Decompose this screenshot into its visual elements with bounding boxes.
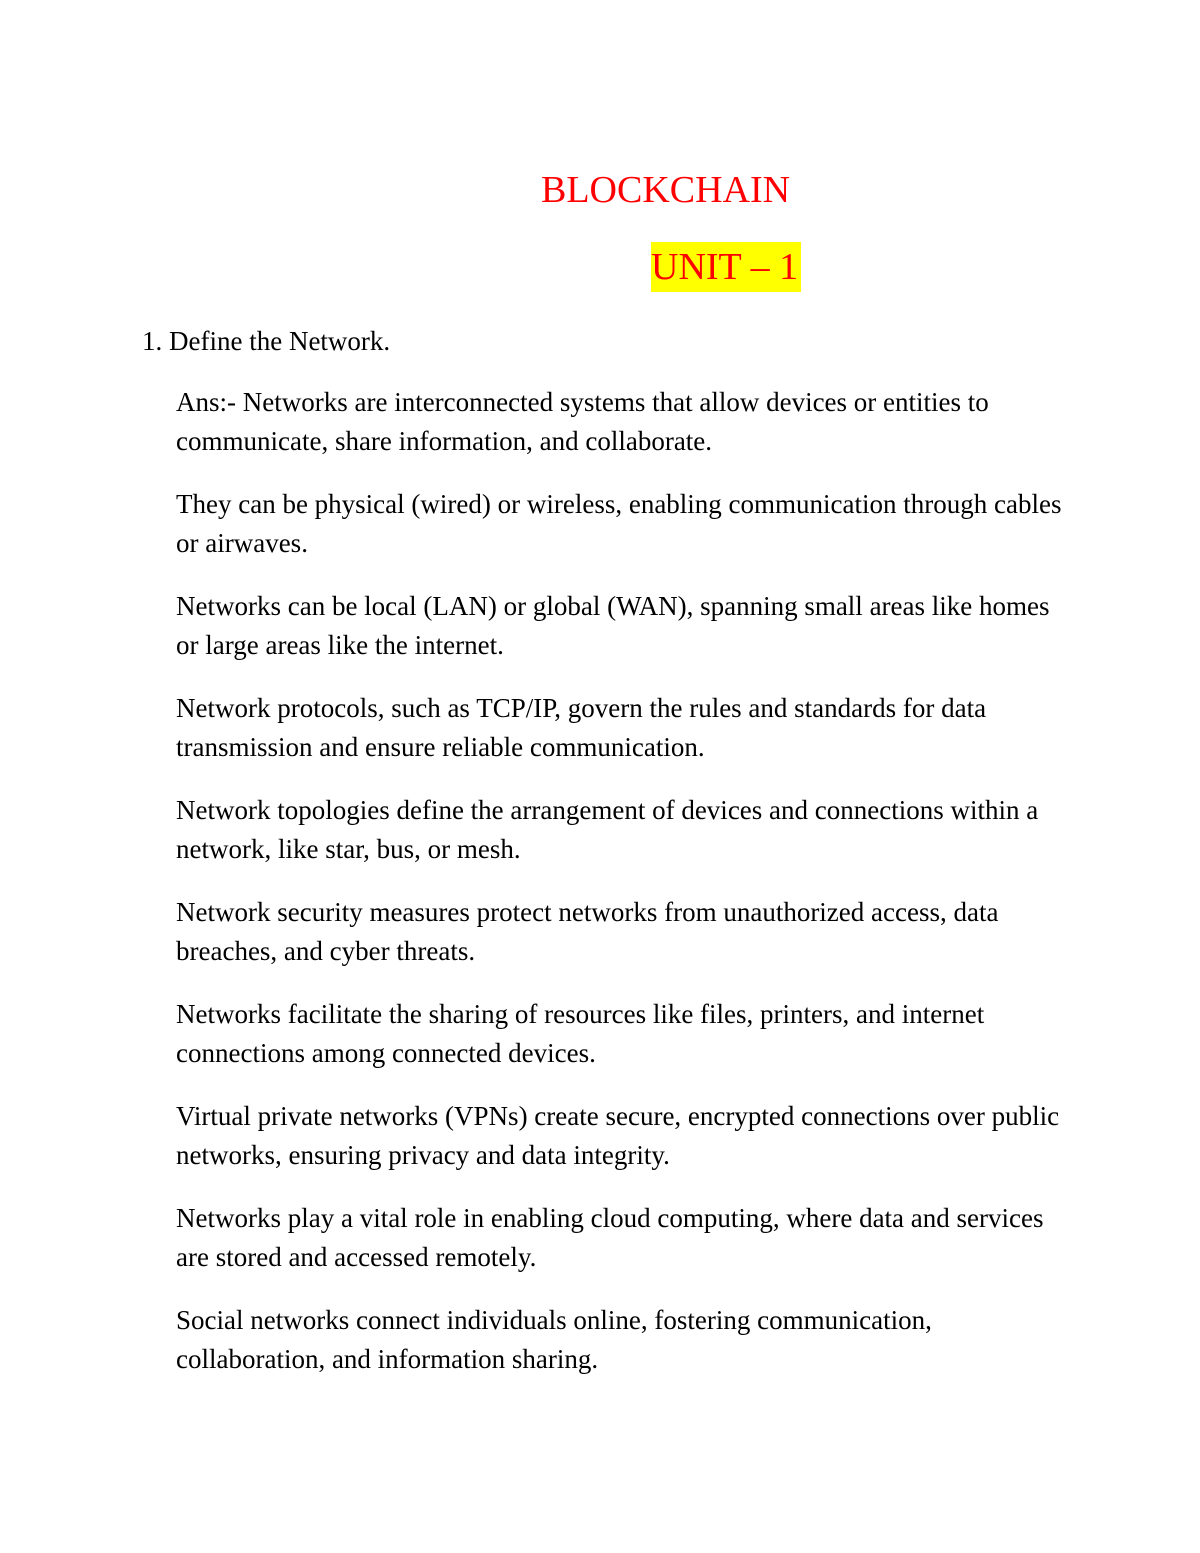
answer-paragraph: Networks can be local (LAN) or global (WAN), spanning small areas like homes or large areas like the internet. (176, 591, 1050, 660)
answer-paragraph: Virtual private networks (VPNs) create secure, encrypted connections over public networks, ensuring privacy and data integrity. (176, 1101, 1060, 1170)
answer-paragraph: They can be physical (wired) or wireless, enabling communication through cables or airwaves. (176, 489, 1062, 558)
question-text: 1. Define the Network. (142, 326, 391, 356)
document-title: BLOCKCHAIN (541, 169, 791, 211)
answer-list (176, 383, 1076, 1403)
answer-paragraph: Network protocols, such as TCP/IP, govern the rules and standards for data transmission and ensure reliable communication. (176, 693, 987, 762)
answer-paragraph: Network topologies define the arrangement of devices and connections within a network, like star, bus, or mesh. (176, 795, 1039, 864)
answer-paragraph: Network security measures protect networks from unauthorized access, data breaches, and cyber threats. (176, 897, 999, 966)
answer-paragraph: Ans:- Networks are interconnected systems that allow devices or entities to communicate, share information, and collaborate. (176, 387, 989, 456)
answer-paragraph: Networks facilitate the sharing of resources like files, printers, and internet connections among connected devices. (176, 999, 985, 1068)
answer-paragraph: Networks play a vital role in enabling cloud computing, where data and services are stored and accessed remotely. (176, 1203, 1044, 1272)
answer-paragraph: Social networks connect individuals online, fostering communication, collaboration, and information sharing. (176, 1305, 932, 1374)
unit-heading: UNIT – 1 (651, 242, 801, 292)
